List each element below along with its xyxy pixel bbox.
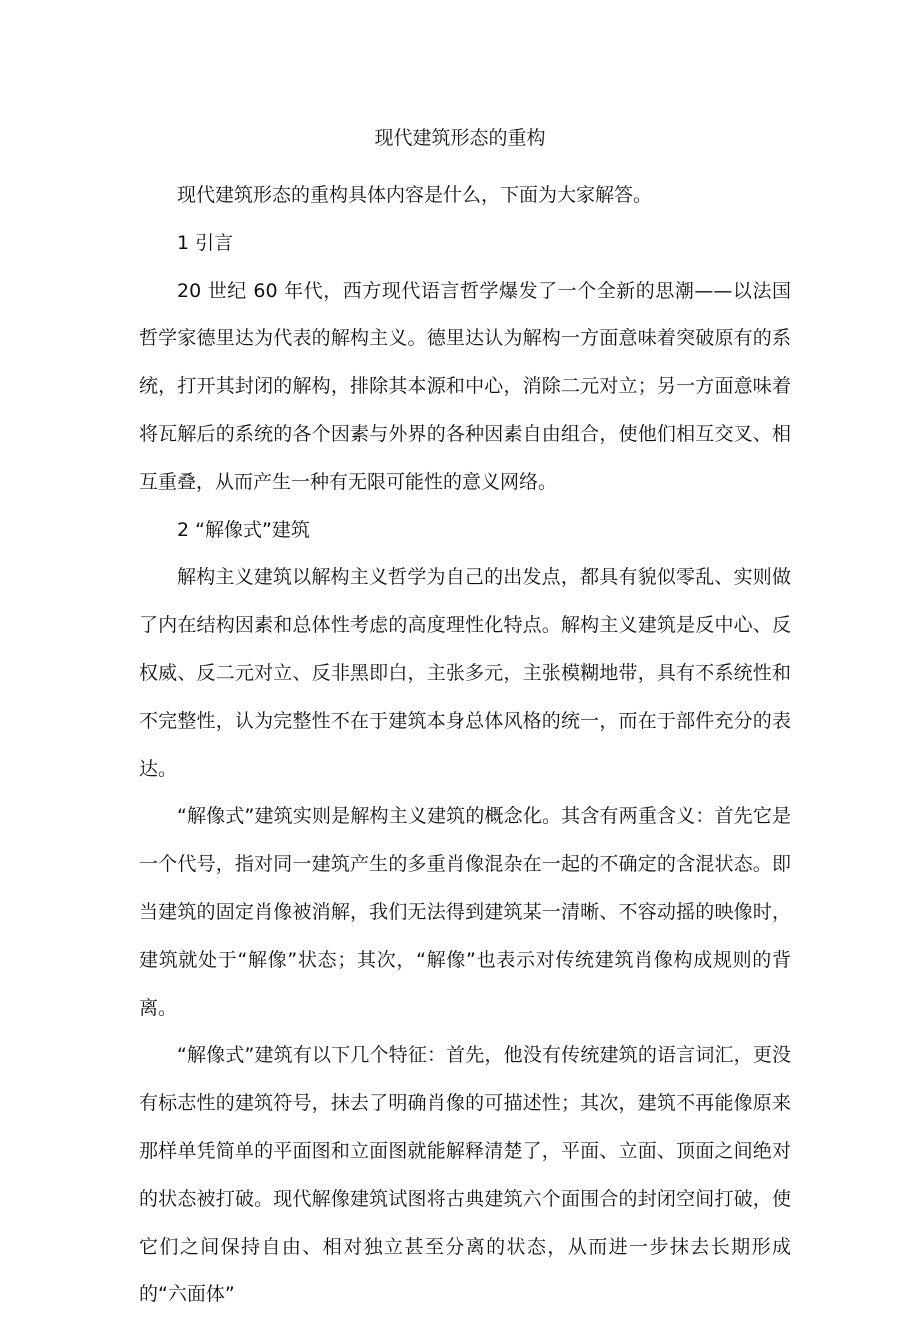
body-paragraph: “解像式”建筑实则是解构主义建筑的概念化。其含有两重含义：首先它是一个代号，指对同一建筑产生的多重肖像混杂在一起的不确定的含混状态。即当建筑的固定肖像被消解，我们无法得到建筑某一清晰、不容动摇的映像时，建筑就处于“解像”状态；其次，“解像”也表示对传统建筑肖像构成规则的背离。 (139, 805, 791, 1019)
body-paragraph: 解构主义建筑以解构主义哲学为自己的出发点，都具有貌似零乱、实则做了内在结构因素和总体性考虑的高度理性化特点。解构主义建筑是反中心、反权威、反二元对立、反非黑即白，主张多元，主张模糊地带，具有不系统性和不完整性，认为完整性不在于建筑本身总体风格的统一，而在于部件充分的表达。 (139, 566, 791, 780)
document-title: 现代建筑形态的重构 (374, 127, 546, 149)
intro-paragraph: 现代建筑形态的重构具体内容是什么，下面为大家解答。 (177, 184, 653, 206)
document-body (139, 172, 791, 1319)
section-heading-architecture: 2 “解像式”建筑 (177, 518, 310, 541)
body-paragraph: “解像式”建筑有以下几个特征：首先，他没有传统建筑的语言词汇，更没有标志性的建筑符号，抹去了明确肖像的可描述性；其次，建筑不再能像原来那样单凭简单的平面图和立面图就能解释清楚了，平面、立面、顶面之间绝对的状态被打破。现代解像建筑试图将古典建筑六个面围合的封闭空间打破，使它们之间保持自由、相对独立甚至分离的状态，从而进一步抹去长期形成的“六面体” (139, 1044, 791, 1306)
section-heading-introduction: 1 引言 (177, 231, 234, 254)
body-paragraph: 20 世纪 60 年代，西方现代语言哲学爆发了一个全新的思潮——以法国哲学家德里达为代表的解构主义。德里达认为解构一方面意味着突破原有的系统，打开其封闭的解构，排除其本源和中心，消除二元对立；另一方面意味着将瓦解后的系统的各个因素与外界的各种因素自由组合，使他们相互交叉、相互重叠，从而产生一种有无限可能性的意义网络。 (139, 279, 791, 493)
